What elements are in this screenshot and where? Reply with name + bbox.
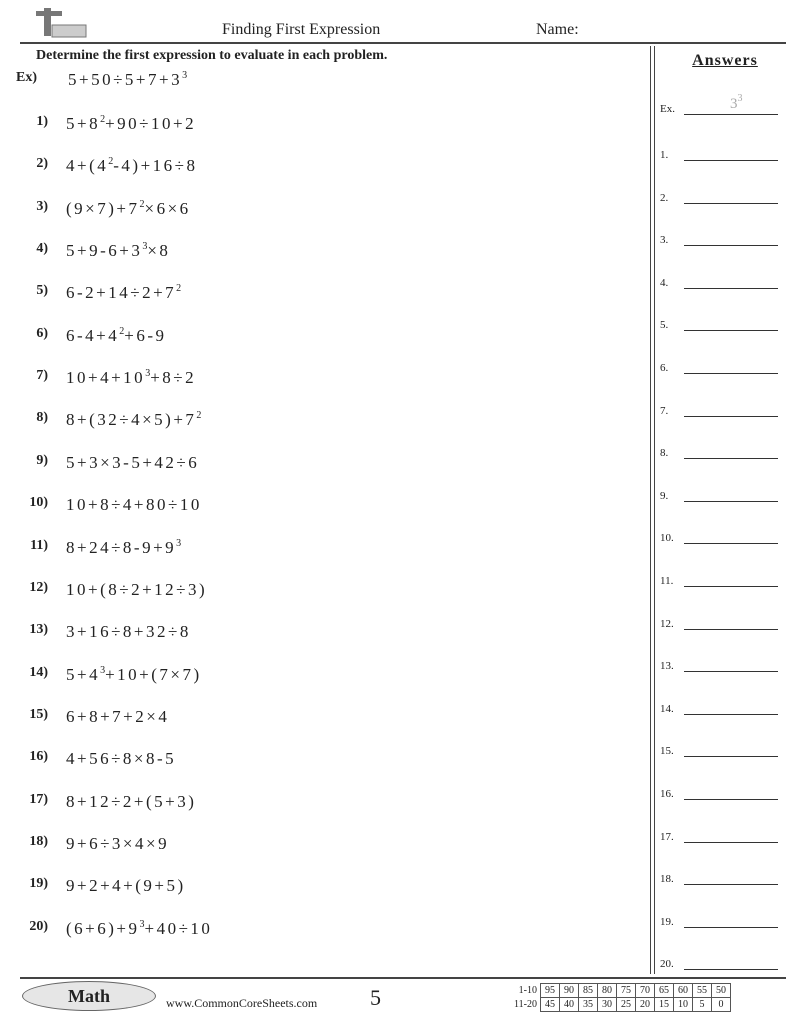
problem-expression: $6-2+14\div 2+7^2$ bbox=[66, 283, 182, 303]
answer-line[interactable] bbox=[684, 586, 778, 587]
answer-number: 12. bbox=[660, 617, 674, 630]
answer-row bbox=[660, 782, 786, 802]
answer-number: 14. bbox=[660, 702, 674, 715]
score-cell: 95 bbox=[540, 984, 559, 998]
problem-expression: $4+(4^2-4)+16\div 8$ bbox=[66, 156, 198, 176]
example-expression: $5+50\div 5+7+3^3$ bbox=[68, 70, 188, 89]
answer-column-divider bbox=[650, 46, 655, 974]
answer-number: 18. bbox=[660, 873, 674, 886]
score-range-label: 1-10 bbox=[518, 985, 537, 996]
answer-number: 15. bbox=[660, 745, 674, 758]
problem-expression: 8+12÷2+(5+3) bbox=[66, 791, 197, 811]
score-cell: 45 bbox=[540, 998, 559, 1012]
website-link[interactable]: www.CommonCoreSheets.com bbox=[166, 996, 318, 1010]
answer-line[interactable] bbox=[684, 629, 778, 630]
problem-expression: $10+4+10^3+8\div 2$ bbox=[66, 368, 197, 388]
example-answer-value: $3^3$ bbox=[730, 93, 743, 112]
answer-row bbox=[660, 399, 786, 419]
problem-number: 11) bbox=[30, 537, 48, 553]
answer-row bbox=[660, 441, 786, 461]
problem-number: 15) bbox=[29, 706, 48, 722]
answers-heading: Answers bbox=[692, 52, 758, 69]
score-cell: 50 bbox=[711, 984, 730, 998]
page-number: 5 bbox=[370, 985, 381, 1010]
answer-row bbox=[660, 271, 786, 291]
answer-number: 20. bbox=[660, 958, 674, 971]
answer-number: 9. bbox=[660, 489, 669, 502]
logo-icon bbox=[32, 8, 88, 38]
answer-line[interactable] bbox=[684, 160, 778, 161]
problem-expression: $(6+6)+9^3+40\div 10$ bbox=[66, 918, 213, 938]
problem-expression: 6+8+7+2×4 bbox=[66, 706, 170, 726]
answer-line[interactable] bbox=[684, 671, 778, 672]
answer-number: 8. bbox=[660, 447, 669, 460]
answer-number: 2. bbox=[660, 191, 669, 204]
example-answer-line bbox=[684, 114, 778, 115]
problem-expression: $8+24\div 8-9+9^3$ bbox=[66, 537, 182, 557]
answer-line[interactable] bbox=[684, 969, 778, 970]
answer-number: 4. bbox=[660, 276, 669, 289]
answer-number: 16. bbox=[660, 788, 674, 800]
answer-line[interactable] bbox=[684, 501, 778, 502]
answer-number: 10. bbox=[660, 532, 674, 545]
answer-line[interactable] bbox=[684, 884, 778, 885]
answer-row bbox=[660, 484, 786, 504]
problem-number: 6) bbox=[36, 325, 48, 341]
header-rule bbox=[20, 42, 786, 44]
problem-expression: $(9\times 7)+7^2\times 6\times 6$ bbox=[66, 198, 191, 218]
answer-number: 5. bbox=[660, 319, 669, 332]
answer-row bbox=[660, 612, 786, 632]
problem-number: 10) bbox=[29, 495, 48, 511]
problem-expression: $5+9-6+3^3\times 8$ bbox=[66, 241, 171, 261]
score-row bbox=[512, 984, 730, 998]
answer-line[interactable] bbox=[684, 373, 778, 374]
name-label: Name: bbox=[536, 21, 579, 38]
score-cell: 60 bbox=[673, 984, 692, 998]
score-cell: 25 bbox=[616, 998, 635, 1012]
answer-row bbox=[660, 697, 786, 717]
problem-number: 7) bbox=[36, 368, 48, 384]
score-cell: 70 bbox=[635, 984, 654, 998]
answer-row bbox=[660, 228, 786, 248]
answer-number: 19. bbox=[660, 915, 674, 928]
score-cell: 85 bbox=[578, 984, 597, 998]
problem-expression: 9+2+4+(9+5) bbox=[66, 876, 186, 896]
problem-number: 5) bbox=[36, 283, 48, 299]
score-cell: 0 bbox=[711, 998, 730, 1012]
answer-line[interactable] bbox=[684, 842, 778, 843]
score-cell: 35 bbox=[578, 998, 597, 1012]
problem-expression: 3+16÷8+32÷8 bbox=[66, 622, 191, 642]
answer-line[interactable] bbox=[684, 245, 778, 246]
page-title: Finding First Expression bbox=[222, 21, 381, 38]
footer-rule bbox=[20, 977, 786, 979]
problem-number: 4) bbox=[36, 241, 48, 257]
answer-line[interactable] bbox=[684, 714, 778, 715]
problem-number: 17) bbox=[29, 791, 48, 807]
score-cell: 5 bbox=[692, 998, 711, 1012]
score-cell: 80 bbox=[597, 984, 616, 998]
problem-number: 1) bbox=[36, 114, 48, 129]
score-cell: 55 bbox=[692, 984, 711, 998]
problem-number: 14) bbox=[29, 664, 48, 680]
score-cell: 90 bbox=[559, 984, 578, 998]
score-range-label: 11-20 bbox=[514, 999, 537, 1010]
problem-expression: 10+(8÷2+12÷3) bbox=[66, 579, 208, 599]
problem-number: 18) bbox=[29, 833, 48, 849]
answer-row bbox=[660, 867, 786, 887]
problem-expression: $8+(32\div 4\times 5)+7^2$ bbox=[66, 410, 202, 430]
score-cell: 65 bbox=[654, 984, 673, 998]
answer-number: 6. bbox=[660, 362, 669, 374]
problem-expression: 4+56÷8×8-5 bbox=[66, 749, 177, 769]
answer-number: 1. bbox=[660, 149, 669, 161]
answer-line[interactable] bbox=[684, 203, 778, 204]
problem-expression: 10+8÷4+80÷10 bbox=[66, 495, 202, 515]
problem-expression: $6-4+4^2+6-9$ bbox=[66, 325, 167, 345]
problem-expression: $5+4^3+10+(7\times 7)$ bbox=[66, 664, 202, 684]
answer-row bbox=[660, 313, 786, 333]
score-cell: 15 bbox=[654, 998, 673, 1012]
answer-row bbox=[660, 143, 786, 163]
problem-number: 16) bbox=[29, 749, 48, 765]
answer-line[interactable] bbox=[684, 756, 778, 757]
answer-row bbox=[660, 526, 786, 546]
answer-row bbox=[660, 654, 786, 674]
answer-row bbox=[660, 910, 786, 930]
answer-line[interactable] bbox=[684, 543, 778, 544]
problem-number: 19) bbox=[29, 876, 48, 892]
answer-line[interactable] bbox=[684, 458, 778, 459]
answer-line[interactable] bbox=[684, 288, 778, 289]
answer-line[interactable] bbox=[684, 927, 778, 928]
example-label: Ex) bbox=[16, 70, 37, 85]
problem-number: 8) bbox=[36, 410, 48, 426]
problem-expression: 5+3×3-5+42÷6 bbox=[66, 452, 200, 472]
problem-expression: $5+8^2+90\div 10+2$ bbox=[66, 114, 197, 133]
answer-row bbox=[660, 739, 786, 759]
problem-number: 12) bbox=[29, 579, 48, 595]
problem-number: 9) bbox=[36, 452, 48, 468]
answer-number: 13. bbox=[660, 660, 674, 673]
problem-expression: 9+6÷3×4×9 bbox=[66, 833, 170, 853]
example-answer-label: Ex. bbox=[660, 103, 675, 115]
instructions: Determine the first expression to evaluate in each problem. bbox=[36, 48, 388, 63]
math-badge: Math bbox=[22, 981, 156, 1011]
score-cell: 10 bbox=[673, 998, 692, 1012]
answer-row bbox=[660, 186, 786, 206]
score-table bbox=[512, 983, 731, 1012]
problem-number: 2) bbox=[36, 156, 48, 172]
answer-row bbox=[660, 952, 786, 972]
answer-row bbox=[660, 569, 786, 589]
answer-number: 11. bbox=[660, 575, 674, 587]
score-cell: 40 bbox=[559, 998, 578, 1012]
score-cell: 20 bbox=[635, 998, 654, 1012]
answer-line[interactable] bbox=[684, 330, 778, 331]
answer-number: 17. bbox=[660, 830, 674, 843]
answer-line[interactable] bbox=[684, 416, 778, 417]
problem-number: 3) bbox=[36, 198, 48, 214]
score-cell: 75 bbox=[616, 984, 635, 998]
answer-row bbox=[660, 356, 786, 376]
answer-number: 3. bbox=[660, 234, 669, 247]
answer-row bbox=[660, 825, 786, 845]
answer-number: 7. bbox=[660, 404, 669, 417]
score-row bbox=[512, 998, 730, 1012]
answer-line[interactable] bbox=[684, 799, 778, 800]
problem-number: 13) bbox=[29, 622, 48, 638]
score-cell: 30 bbox=[597, 998, 616, 1012]
problem-number: 20) bbox=[29, 918, 48, 934]
example-answer-row bbox=[660, 93, 786, 117]
